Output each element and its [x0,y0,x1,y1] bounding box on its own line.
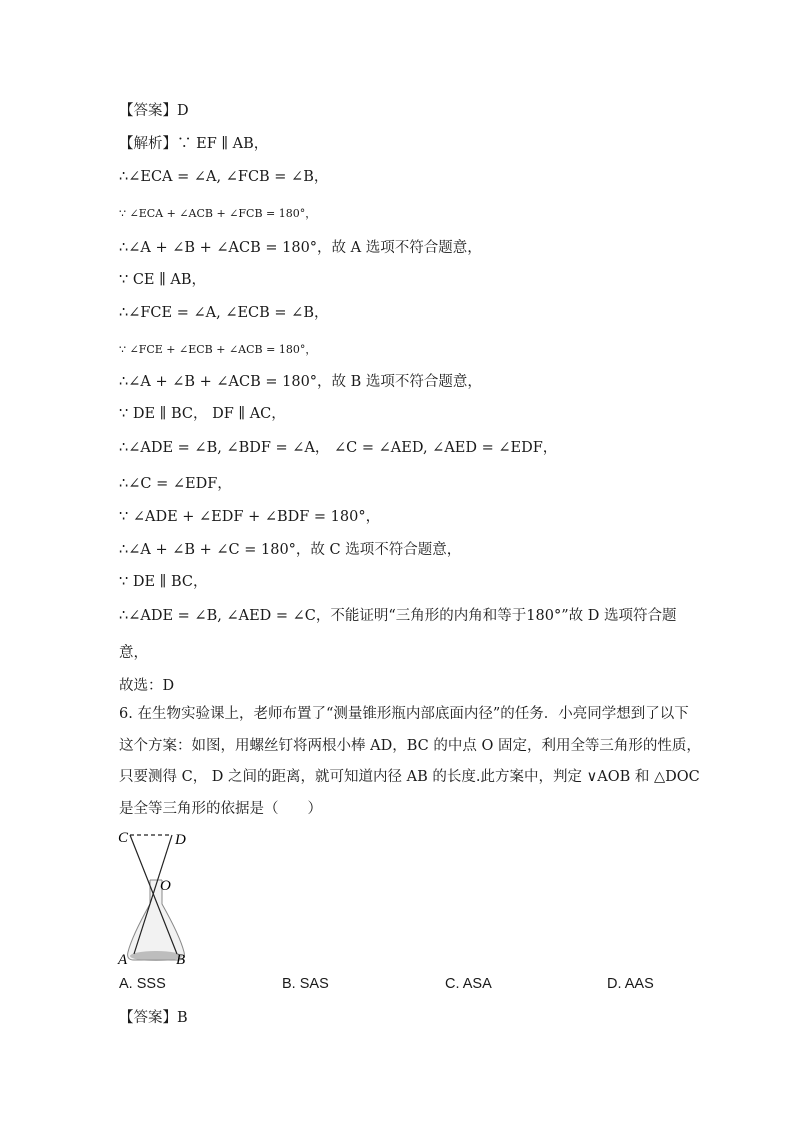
question-6-line-3: 只要测得 C， D 之间的距离，就可知道内径 AB 的长度.此方案中，判定 ∨AOB 和 △DOC [119,769,700,785]
analysis-line-12: ∵ ∠ADE + ∠EDF + ∠BDF = 180°， [119,509,381,525]
analysis-line-6: ∴∠FCE = ∠A, ∠ECB = ∠B， [119,305,329,321]
analysis-line-5: ∵ CE ∥ AB， [119,272,207,288]
analysis-line-11: ∴∠C = ∠EDF， [119,476,232,492]
flask-base [130,951,182,961]
label-b: B [176,952,186,966]
label-d: D [175,832,186,848]
analysis-line-7: ∵ ∠FCE + ∠ECB + ∠ACB = 180°， [119,343,317,356]
option-d[interactable]: D. AAS [607,976,654,992]
label-o: O [160,878,171,894]
answer-label-2: 【答案】B [119,1010,188,1026]
analysis-line-1: 【解析】∵ EF ∥ AB， [119,136,269,152]
analysis-line-14: ∵ DE ∥ BC， [119,574,208,590]
analysis-line-9: ∵ DE ∥ BC， DF ∥ AC， [119,406,286,422]
answer-label-1: 【答案】D [119,103,189,119]
option-c[interactable]: C. ASA [445,976,492,992]
analysis-line-2: ∴∠ECA = ∠A, ∠FCB = ∠B， [119,169,329,185]
label-c: C [118,830,129,846]
analysis-line-13: ∴∠A + ∠B + ∠C = 180°，故 C 选项不符合题意， [119,542,462,558]
question-6-line-1: 6. 在生物实验课上，老师布置了“测量锥形瓶内部底面内径”的任务．小亮同学想到了以下 [119,706,689,722]
choice-line: 故选：D [119,678,175,694]
analysis-line-10: ∴∠ADE = ∠B, ∠BDF = ∠A， ∠C = ∠AED, ∠AED = ∠EDF， [119,440,558,456]
question-6-line-2: 这个方案：如图，用螺丝钉将两根小棒 AD，BC 的中点 O 固定，利用全等三角形的性质， [119,738,701,754]
flask-figure [112,824,202,966]
analysis-line-3: ∵ ∠ECA + ∠ACB + ∠FCB = 180°， [119,207,317,220]
analysis-line-15: ∴∠ADE = ∠B, ∠AED = ∠C，不能证明“三角形的内角和等于180°”故 D 选项符合题 [119,608,677,624]
analysis-line-4: ∴∠A + ∠B + ∠ACB = 180°，故 A 选项不符合题意， [119,240,482,256]
label-a: A [118,952,128,966]
analysis-line-16: 意， [119,645,148,661]
option-a[interactable]: A. SSS [119,976,166,992]
question-6-line-4: 是全等三角形的依据是（ ） [119,801,322,817]
option-b[interactable]: B. SAS [282,976,329,992]
analysis-line-8: ∴∠A + ∠B + ∠ACB = 180°，故 B 选项不符合题意， [119,374,482,390]
